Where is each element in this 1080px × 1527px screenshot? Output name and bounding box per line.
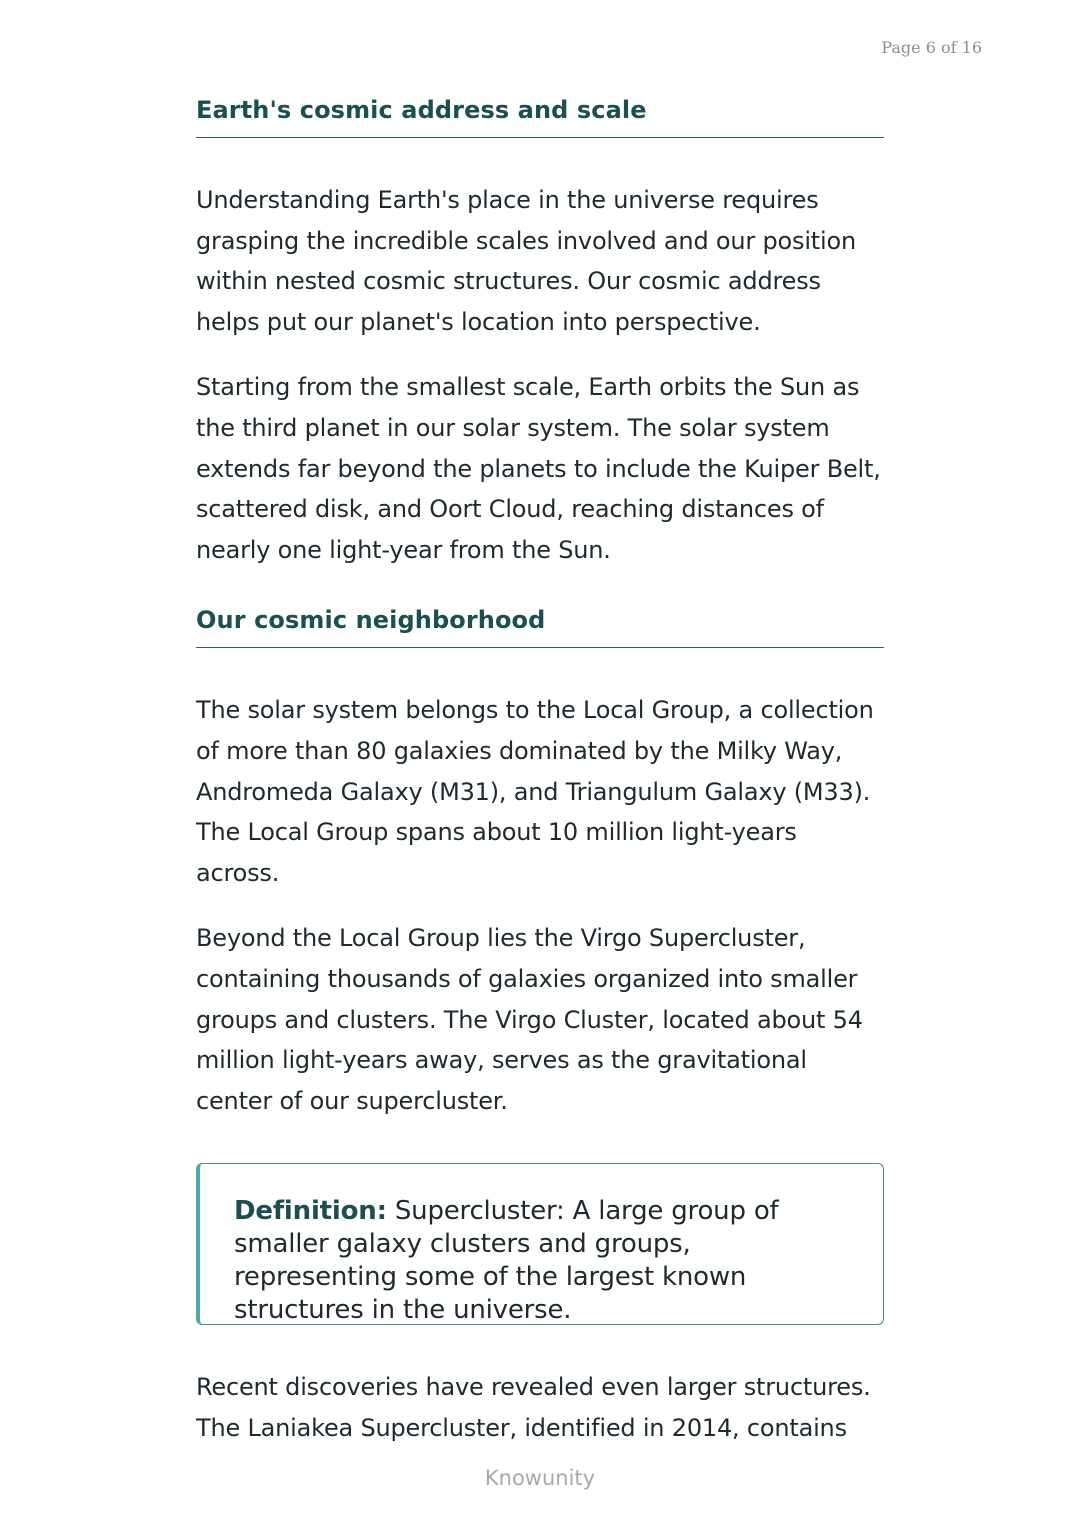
definition-box [196,1163,884,1325]
paragraph-solar-system: Starting from the smallest scale, Earth orbits the Sun as the third planet in our solar system. The solar system extends far beyond the planets to include the Kuiper Belt, scattered disk, and Oort Cloud, reaching distances of nearly one light-year from the Sun. [196,373,881,564]
definition-body: Supercluster: A large group of smaller galaxy clusters and groups, representing some of the largest known structures in the universe. [234,1196,779,1326]
paragraph-virgo-supercluster: Beyond the Local Group lies the Virgo Supercluster, containing thousands of galaxies organized into smaller groups and clusters. The Virgo Cluster, located about 54 million light-years away, serves as the gravitational center of our supercluster. [196,924,863,1115]
section-heading-cosmic-address: Earth's cosmic address and scale [196,96,884,138]
footer-brand-logo: Knowunity [484,1466,596,1490]
section-heading-cosmic-neighborhood: Our cosmic neighborhood [196,606,884,648]
document-content [196,96,884,1448]
page-number: Page 6 of 16 [881,38,982,57]
paragraph-laniakea: Recent discoveries have revealed even larger structures. The Laniakea Supercluster, identified in 2014, contains [196,1373,871,1442]
paragraph-cosmic-address-intro: Understanding Earth's place in the universe requires grasping the incredible scales involved and our position within nested cosmic structures. Our cosmic address helps put our planet's location into perspective. [196,186,856,336]
paragraph-local-group: The solar system belongs to the Local Group, a collection of more than 80 galaxies dominated by the Milky Way, Andromeda Galaxy (M31), and Triangulum Galaxy (M33). The Local Group spans about 10 million light-years across. [196,696,874,887]
definition-text [234,1195,853,1327]
definition-label: Definition: [234,1196,387,1227]
